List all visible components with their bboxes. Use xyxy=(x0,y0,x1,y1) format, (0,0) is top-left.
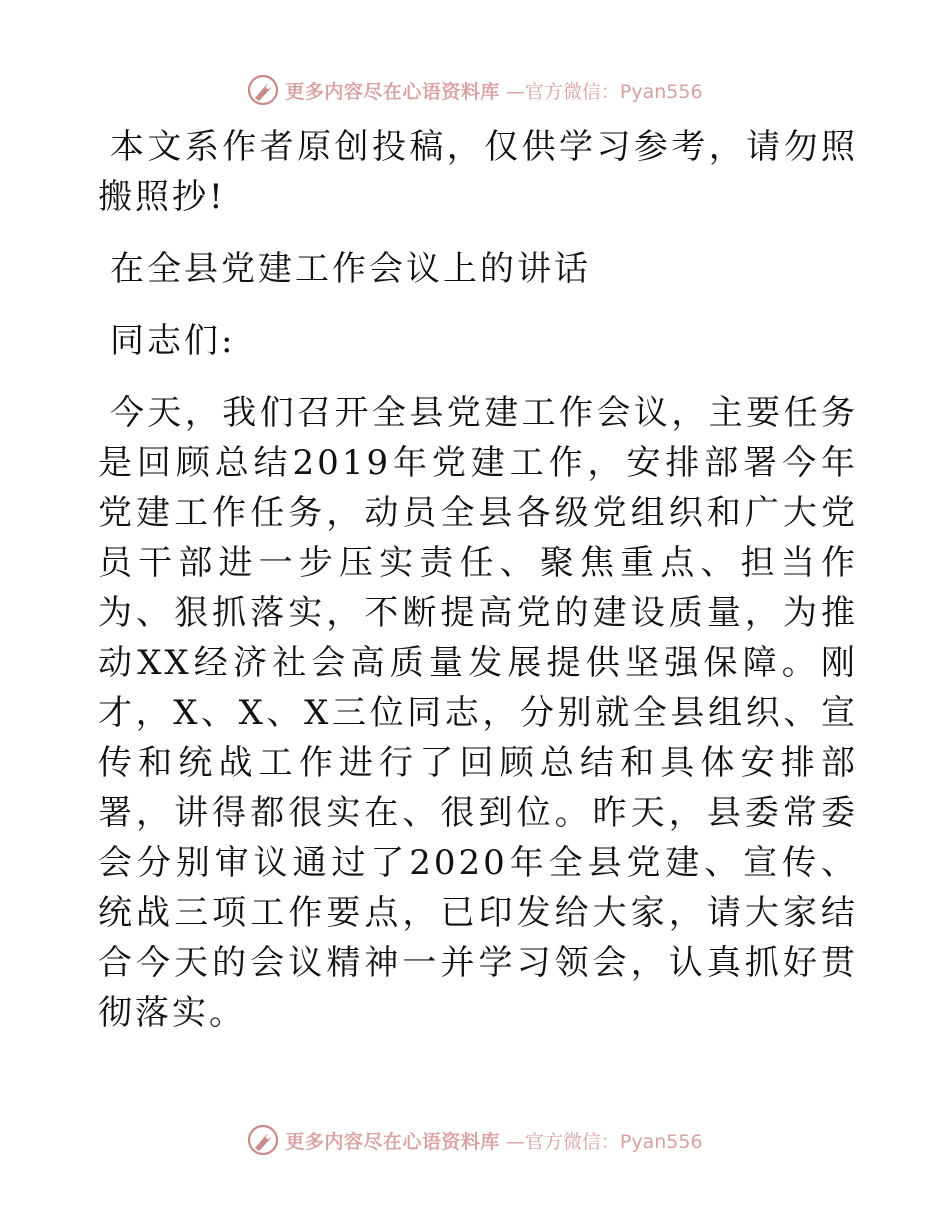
footer-watermark xyxy=(0,1120,950,1160)
watermark-text: 更多内容尽在心语资料库 xyxy=(285,1130,500,1153)
watermark-text: 更多内容尽在心语资料库 xyxy=(285,80,500,103)
copyright-notice: 本文系作者原创投稿，仅供学习参考，请勿照搬照抄! xyxy=(98,127,858,217)
watermark-wechat: —官方微信：Pyan556 xyxy=(505,80,703,103)
watermark-wechat: —官方微信：Pyan556 xyxy=(505,1130,703,1153)
pen-nib-logo-icon xyxy=(247,74,279,106)
body-paragraph: 今天，我们召开全县党建工作会议，主要任务是回顾总结2019年党建工作，安排部署今年党建工作任务，动员全县各级党组织和广大党员干部进一步压实责任、聚焦重点、担当作为、狠抓落实，不断提高党的建设质量，为推动XX经济社会高质量发展提供坚强保障。刚才，X、X、X三位同志，分别就全县组织、宣传和统战工作进行了回顾总结和具体安排部署，讲得都很实在、很到位。昨天，县委常委会分别审议通过了2020年全县党建、宣传、统战三项工作要点，已印发给大家，请大家结合今天的会议精神一并学习领会，认真抓好贯彻落实。 xyxy=(98,393,858,1033)
speech-title: 在全县党建工作会议上的讲话 xyxy=(110,249,591,289)
header-watermark xyxy=(0,70,950,110)
pen-nib-logo-icon xyxy=(247,1124,279,1156)
salutation: 同志们: xyxy=(110,321,236,361)
document-body xyxy=(98,122,858,1060)
